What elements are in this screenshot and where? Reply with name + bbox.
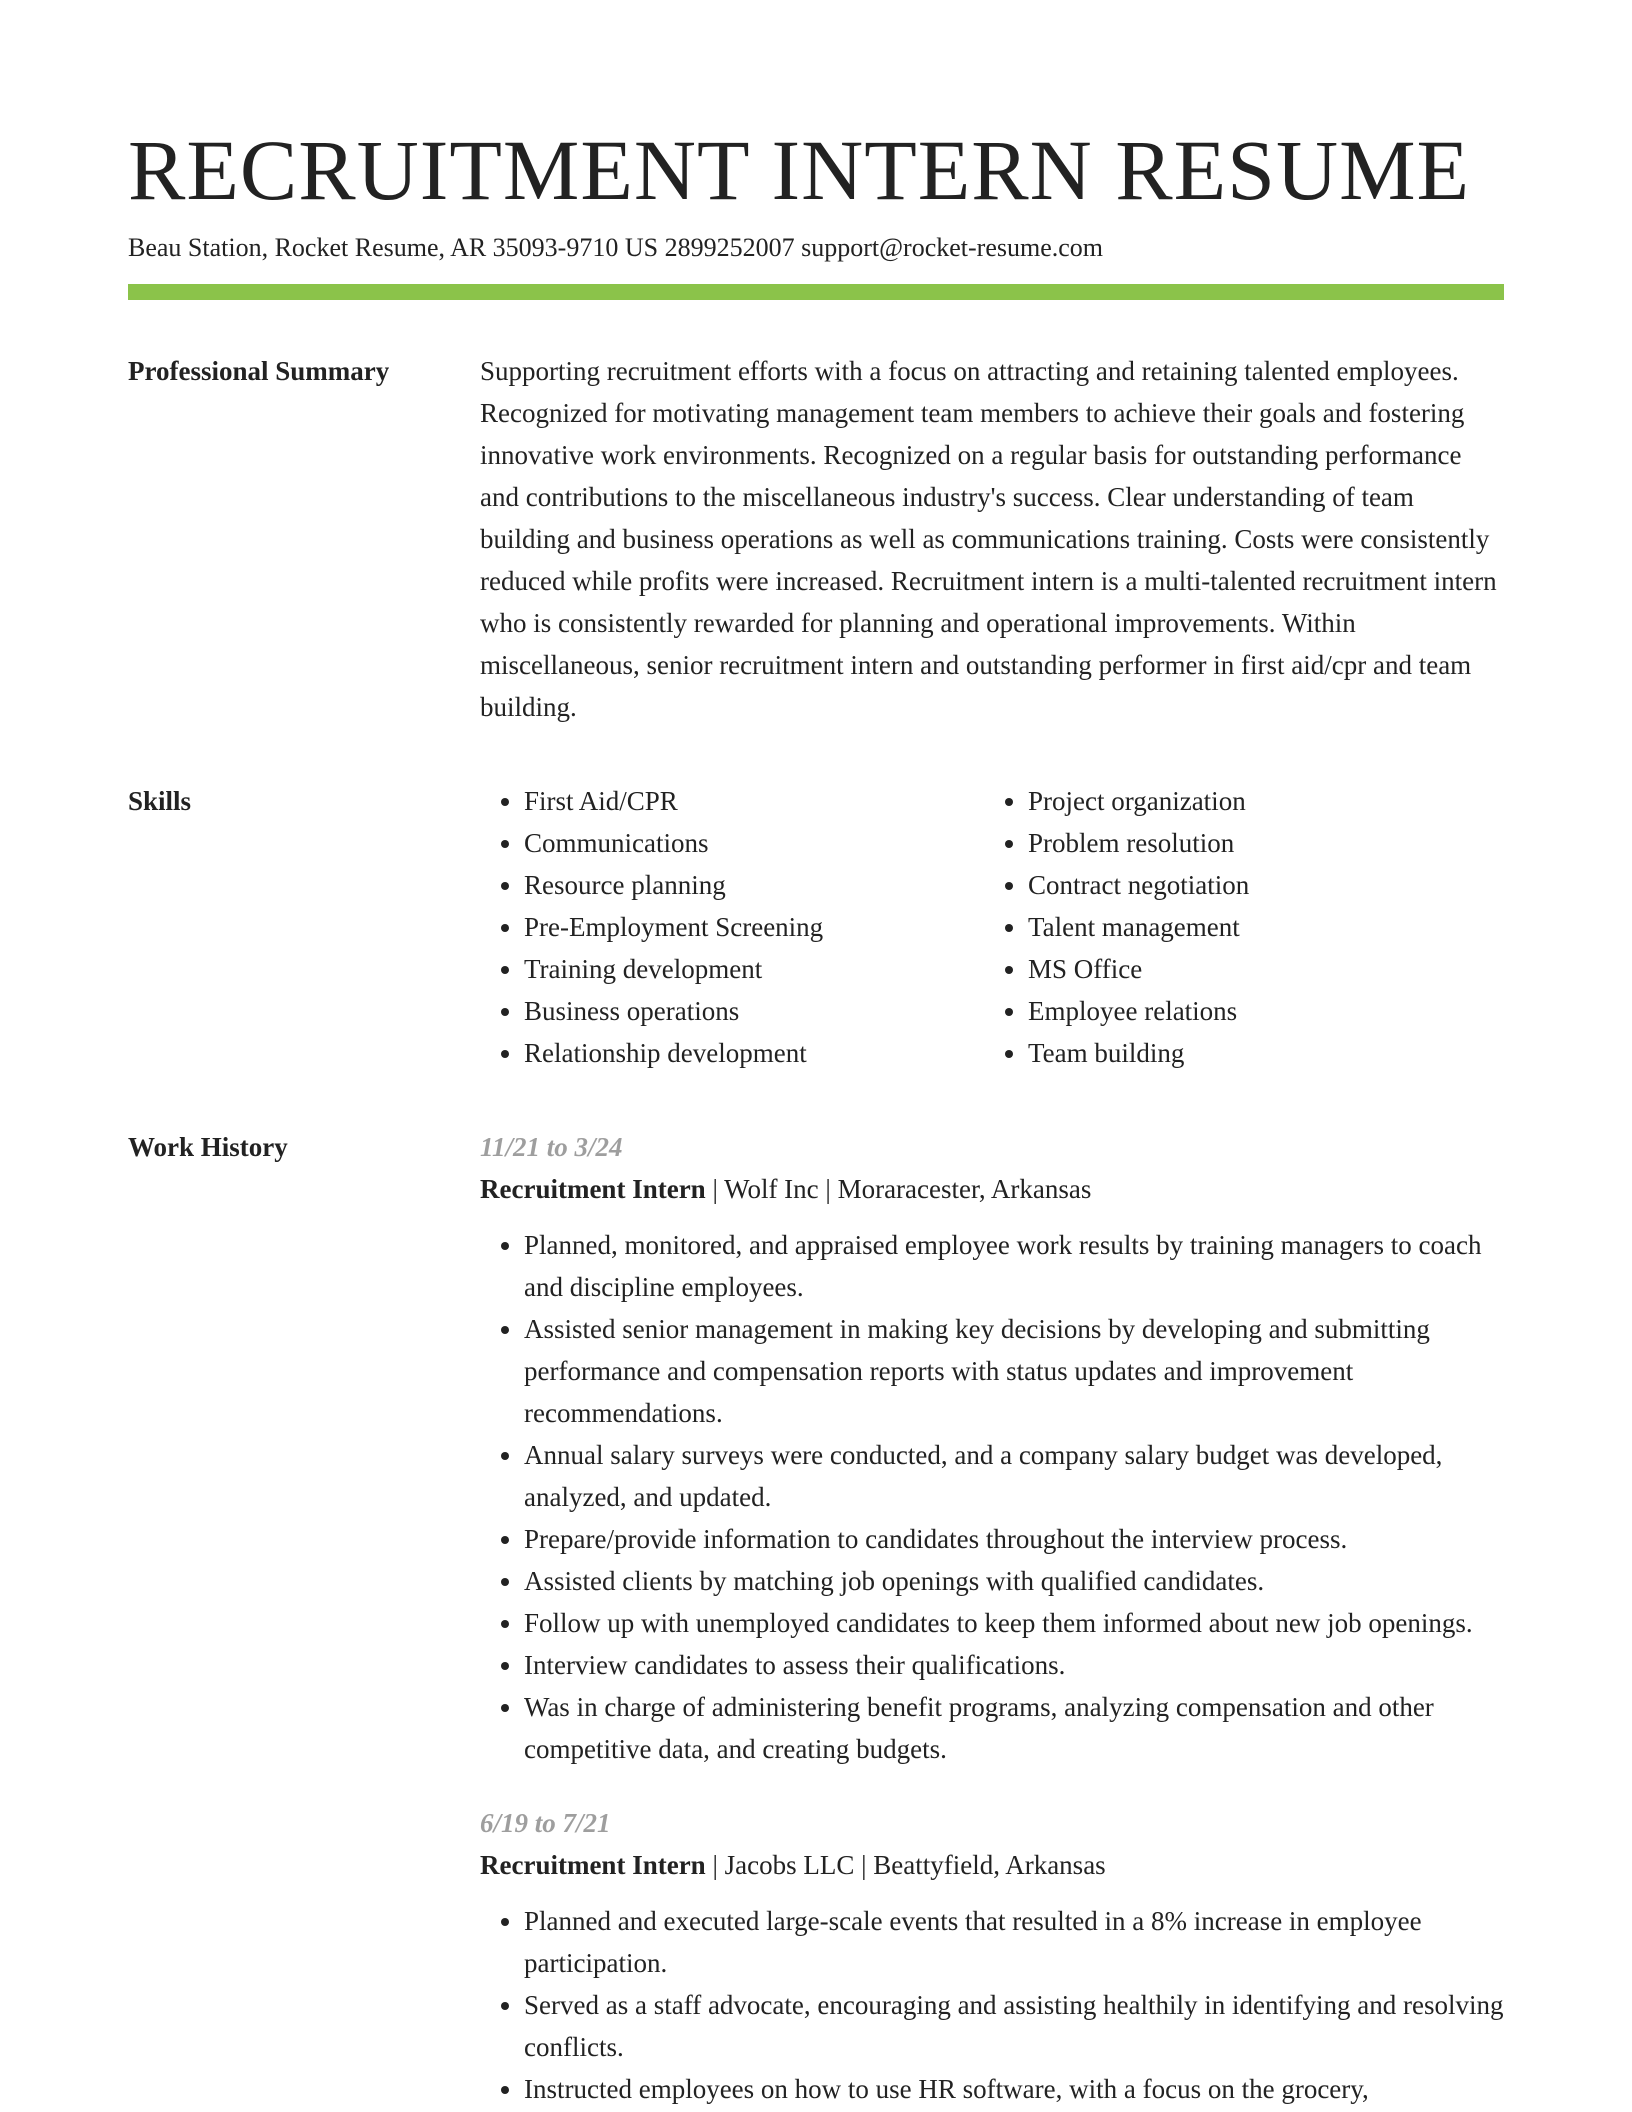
skills-body (480, 780, 1504, 1074)
job-duty: • Assisted senior management in making key decisions by developing and submitting performance and compensation reports with status updates and improvement recommendations. (524, 1308, 1504, 1434)
job-company-location: | Jacobs LLC | Beattyfield, Arkansas (712, 1850, 1106, 1880)
skill-item: • Team building (1028, 1032, 1488, 1074)
job-duty: • Was in charge of administering benefit programs, analyzing compensation and other competitive data, and creating budgets. (524, 1686, 1504, 1770)
job-title: Recruitment Intern (480, 1174, 706, 1204)
contact-email: support@rocket-resume.com (801, 233, 1104, 262)
skill-item: • Training development (524, 948, 984, 990)
skill-item: • Talent management (1028, 906, 1488, 948)
skill-item: • Business operations (524, 990, 984, 1032)
job-dates: 6/19 to 7/21 (480, 1808, 611, 1838)
contact-line (128, 232, 1504, 264)
resume-title: RECRUITMENT INTERN RESUME (128, 122, 1471, 218)
skill-item: • Pre-Employment Screening (524, 906, 984, 948)
job-heading (480, 1168, 1504, 1210)
summary-body (480, 350, 1504, 728)
skill-item: • MS Office (1028, 948, 1488, 990)
job-duty: • Interview candidates to assess their qualifications. (524, 1644, 1504, 1686)
section-label-summary: Professional Summary (128, 356, 390, 386)
job-duty: • Served as a staff advocate, encouraging and assisting healthily in identifying and resolving conflicts. (524, 1984, 1504, 2068)
job-duties-list (480, 1224, 1504, 1770)
skill-item: • Relationship development (524, 1032, 984, 1074)
job-duty: • Assisted clients by matching job openings with qualified candidates. (524, 1560, 1504, 1602)
work-history-body (480, 1126, 1504, 2110)
job-duty: • Planned, monitored, and appraised employee work results by training managers to coach and discipline employees. (524, 1224, 1504, 1308)
job-duties-list (480, 1900, 1504, 2110)
professional-summary-section (128, 350, 1504, 728)
job-heading (480, 1844, 1504, 1886)
contact-phone: 2899252007 (664, 233, 795, 262)
job-company-location: | Wolf Inc | Moraracester, Arkansas (712, 1174, 1092, 1204)
job-duty: • Follow up with unemployed candidates to keep them informed about new job openings. (524, 1602, 1504, 1644)
job-duty: • Prepare/provide information to candidates throughout the interview process. (524, 1518, 1504, 1560)
job-entry (480, 1126, 1504, 1770)
header-divider (128, 284, 1504, 300)
job-duty: • Instructed employees on how to use HR software, with a focus on the grocery, (524, 2068, 1504, 2110)
skill-item: • First Aid/CPR (524, 780, 984, 822)
skills-list-left (480, 780, 984, 1074)
skill-item: • Contract negotiation (1028, 864, 1488, 906)
skill-item: • Resource planning (524, 864, 984, 906)
job-entry (480, 1802, 1504, 2110)
job-title: Recruitment Intern (480, 1850, 706, 1880)
job-dates: 11/21 to 3/24 (480, 1132, 623, 1162)
summary-text: Supporting recruitment efforts with a focus on attracting and retaining talented employees. Recognized for motivating management team members to achieve their goals and fostering innovative work environments. Recognized on a regular basis for outstanding performance and contributions to the miscellaneous industry's success. Clear understanding of team building and business operations as well as communications training. Costs were consistently reduced while profits were increased. Recruitment intern is a multi-talented recruitment intern who is consistently rewarded for planning and operational improvements. Within miscellaneous, senior recruitment intern and outstanding performer in first aid/cpr and team building. (480, 356, 1497, 722)
section-label-skills: Skills (128, 786, 192, 816)
work-history-section (128, 1126, 1504, 2110)
job-duty: • Annual salary surveys were conducted, and a company salary budget was developed, analyzed, and updated. (524, 1434, 1504, 1518)
skill-item: • Project organization (1028, 780, 1488, 822)
contact-address: Beau Station, Rocket Resume, AR 35093-9710 US (128, 233, 659, 262)
section-label-work-history: Work History (128, 1132, 288, 1162)
skill-item: • Communications (524, 822, 984, 864)
resume-page (128, 120, 1504, 2110)
job-duty: • Planned and executed large-scale events that resulted in a 8% increase in employee participation. (524, 1900, 1504, 1984)
skill-item: • Employee relations (1028, 990, 1488, 1032)
skills-section (128, 780, 1504, 1074)
skill-item: • Problem resolution (1028, 822, 1488, 864)
skills-list-right (984, 780, 1488, 1074)
